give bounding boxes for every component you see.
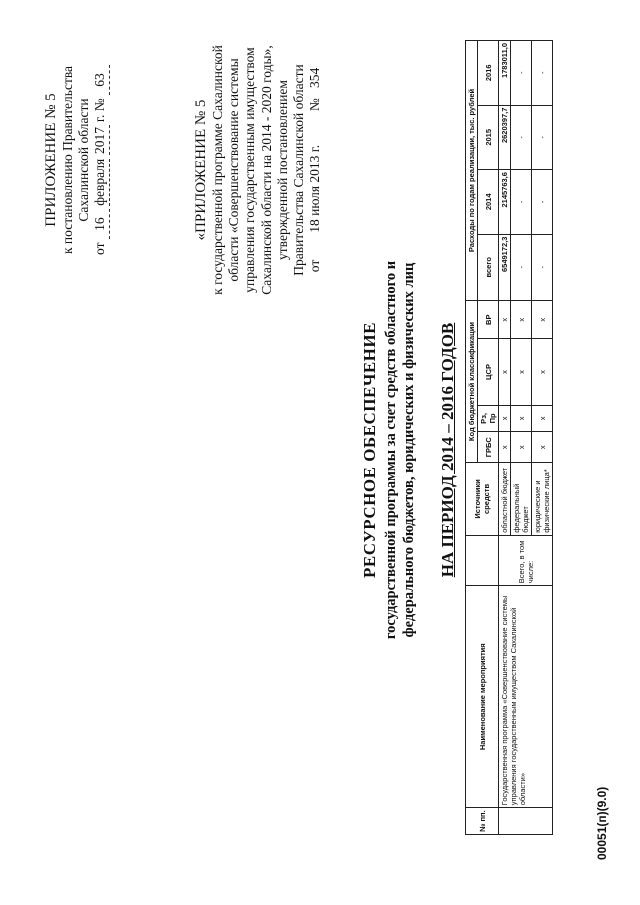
- y2014-cell: -: [532, 170, 553, 234]
- y2015-cell: -: [511, 105, 532, 169]
- col-header-name: Наименование мероприятия: [466, 586, 499, 808]
- grbs-cell: х: [511, 432, 532, 463]
- csr-cell: х: [532, 339, 553, 405]
- program-line: управления государственным имуществом: [242, 47, 258, 293]
- program-appendix-title: «ПРИЛОЖЕНИЕ № 5: [193, 99, 209, 241]
- date-year: 2017: [92, 125, 109, 155]
- appendix-header: [42, 25, 110, 295]
- date-prefix: от: [92, 242, 108, 255]
- total-cell: -: [532, 234, 553, 300]
- period-title: НА ПЕРИОД 2014 – 2016 ГОДОВ: [438, 322, 457, 578]
- vr-cell: х: [499, 300, 511, 339]
- decree-number: 63: [92, 65, 109, 95]
- col-header-num: № пп.: [466, 808, 499, 835]
- appendix-date-line: [92, 25, 109, 295]
- col-header-code-group: Код бюджетной классификации: [466, 300, 478, 462]
- appendix-title: ПРИЛОЖЕНИЕ № 5: [43, 93, 59, 227]
- total-label-cell: Всего, в том числе:: [499, 535, 553, 586]
- col-header-total: всего: [478, 234, 499, 300]
- y2015-cell: 2620397,7: [499, 105, 511, 169]
- grbs-cell: х: [499, 432, 511, 463]
- y2014-cell: 2145763,6: [499, 170, 511, 234]
- row-number: [499, 808, 553, 835]
- program-line: области «Совершенствование системы: [226, 58, 242, 282]
- col-header-grbs: ГРБС: [478, 432, 499, 463]
- appendix-line1: к постановлению Правительства: [60, 65, 75, 255]
- date-month: февраля: [92, 159, 109, 206]
- col-header-2014: 2014: [478, 170, 499, 234]
- program-line: к государственной программе Сахалинской: [210, 45, 225, 295]
- vr-cell: х: [511, 300, 532, 339]
- appendix-line2: Сахалинской области: [76, 98, 92, 222]
- total-cell: 6549172,3: [499, 234, 511, 300]
- vr-cell: х: [532, 300, 553, 339]
- source-cell: юридические и физические лица*: [532, 463, 553, 536]
- y2016-cell: 1783011,0: [499, 41, 511, 106]
- program-line: утвержденной постановлением: [274, 80, 290, 260]
- program-date-line: от 18 июля 2013 г. № 354: [307, 67, 323, 273]
- col-header-source: Источники средств: [466, 463, 499, 536]
- source-cell: федеральный бюджет: [511, 463, 532, 536]
- csr-cell: х: [511, 339, 532, 405]
- total-cell: -: [511, 234, 532, 300]
- col-header-2015: 2015: [478, 105, 499, 169]
- source-cell: областной бюджет: [499, 463, 511, 536]
- program-line: Правительства Сахалинской области: [290, 64, 306, 276]
- table-header-row: [466, 41, 478, 835]
- rzpr-cell: х: [532, 405, 553, 432]
- program-line: Сахалинской области на 2014 - 2020 годы»,: [258, 45, 274, 295]
- col-header-total-label: [466, 535, 499, 586]
- date-day: 16: [92, 209, 109, 239]
- program-header: [192, 20, 323, 320]
- footer-code: 00051(п)(9.0): [595, 786, 609, 860]
- col-header-csr: ЦСР: [478, 339, 499, 405]
- main-title: РЕСУРСНОЕ ОБЕСПЕЧЕНИЕ: [360, 322, 379, 578]
- date-suffix: г.: [92, 114, 108, 123]
- rzpr-cell: х: [511, 405, 532, 432]
- main-subtitle: государственной программы за счет средств областного и федерального бюджетов, юридических и физических лиц: [383, 260, 418, 640]
- resource-table: [465, 40, 553, 835]
- y2016-cell: -: [532, 41, 553, 106]
- table-row: [499, 41, 511, 835]
- rzpr-cell: х: [499, 405, 511, 432]
- csr-cell: х: [499, 339, 511, 405]
- y2016-cell: -: [511, 41, 532, 106]
- y2014-cell: -: [511, 170, 532, 234]
- col-header-rzpr: Рз, Пр: [478, 405, 499, 432]
- y2015-cell: -: [532, 105, 553, 169]
- col-header-expense-group: Расходы по годам реализации, тыс. рублей: [466, 41, 478, 301]
- col-header-vr: ВР: [478, 300, 499, 339]
- col-header-2016: 2016: [478, 41, 499, 106]
- rotated-content: [20, 20, 620, 880]
- number-prefix: №: [92, 98, 108, 112]
- grbs-cell: х: [532, 432, 553, 463]
- program-name-cell: Государственная программа «Совершенствование системы управления государственным имуществом Сахалинской области»: [499, 586, 553, 808]
